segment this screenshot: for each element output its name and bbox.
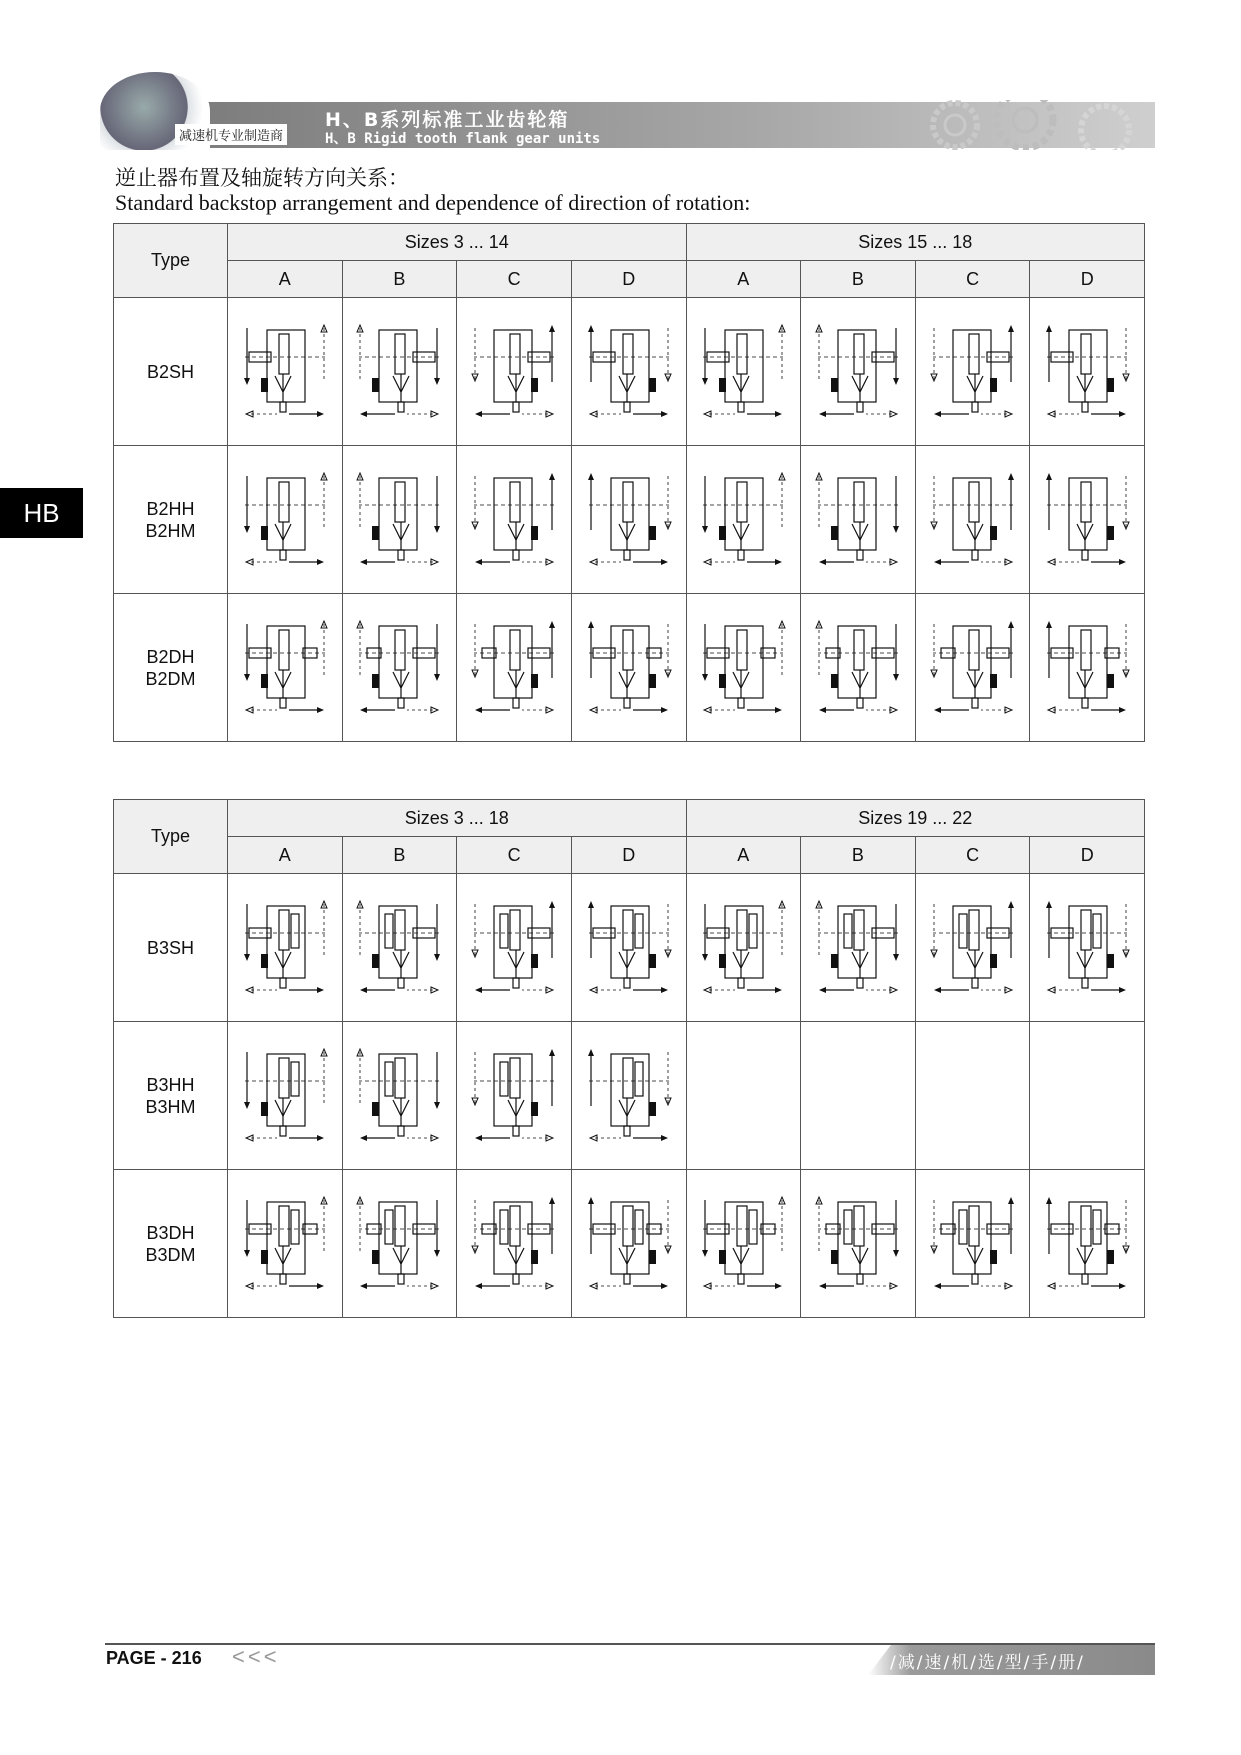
gear-unit-diagram-icon [235, 608, 335, 728]
gear-unit-diagram-icon [235, 460, 335, 580]
diagram-cell [801, 446, 916, 594]
column-header: D [571, 837, 686, 874]
row-type-line: B3DH [146, 1222, 195, 1243]
diagram-cell [342, 298, 457, 446]
row-type-line: B2DM [145, 668, 196, 689]
diagram-cell [1030, 1170, 1145, 1318]
gear-unit-diagram-icon [808, 312, 908, 432]
footer-right-text: /减/速/机/选/型/手/册/ [890, 1653, 1085, 1673]
column-header: B [342, 261, 457, 298]
diagram-cell [457, 874, 572, 1022]
column-header: B [801, 261, 916, 298]
column-header: C [457, 837, 572, 874]
column-header: B [801, 837, 916, 874]
column-header: D [1030, 837, 1145, 874]
table-row [114, 874, 1145, 1022]
row-type-line: B2DH [146, 646, 195, 667]
diagram-cell [686, 874, 801, 1022]
diagram-cell [571, 1022, 686, 1170]
gear-unit-diagram-icon [579, 312, 679, 432]
diagram-cell [571, 594, 686, 742]
row-type-label [114, 1022, 228, 1170]
diagram-cell [1030, 874, 1145, 1022]
row-type-label [114, 874, 228, 1022]
gear-unit-diagram-icon [923, 460, 1023, 580]
column-header: A [686, 837, 801, 874]
diagram-cell [228, 874, 343, 1022]
gear-unit-diagram-icon [235, 1184, 335, 1304]
diagram-cell [1030, 594, 1145, 742]
diagram-cell [228, 594, 343, 742]
diagram-cell [915, 446, 1030, 594]
gear-unit-diagram-icon [1037, 608, 1137, 728]
row-type-line: B3DM [145, 1244, 196, 1265]
gear-unit-diagram-icon [923, 608, 1023, 728]
gear-unit-diagram-icon [464, 312, 564, 432]
gear-unit-diagram-icon [693, 460, 793, 580]
gears-decoration-icon [915, 100, 1155, 150]
type-header: Type [114, 800, 228, 874]
header-title-en: H、B Rigid tooth flank gear units [325, 131, 601, 147]
diagram-cell [915, 874, 1030, 1022]
gear-unit-diagram-icon [464, 1184, 564, 1304]
gear-unit-diagram-icon [464, 1036, 564, 1156]
diagram-cell [457, 594, 572, 742]
page-header [100, 72, 1155, 152]
row-type-line: B2HM [145, 520, 196, 541]
gear-unit-diagram-icon [808, 460, 908, 580]
diagram-cell [915, 1170, 1030, 1318]
empty-cell [686, 1022, 801, 1170]
diagram-cell [457, 1022, 572, 1170]
column-header: D [1030, 261, 1145, 298]
column-header: B [342, 837, 457, 874]
gear-unit-diagram-icon [235, 888, 335, 1008]
row-type-line: B2SH [146, 361, 195, 382]
diagram-cell [228, 1170, 343, 1318]
column-header: A [228, 837, 343, 874]
empty-cell [915, 1022, 1030, 1170]
heading-cn: 逆止器布置及轴旋转方向关系： [115, 166, 409, 190]
diagram-cell [686, 446, 801, 594]
maker-tag: 减速机专业制造商 [175, 124, 287, 145]
diagram-cell [1030, 298, 1145, 446]
gear-unit-diagram-icon [693, 608, 793, 728]
size-group-header: Sizes 19 ... 22 [686, 800, 1145, 837]
diagram-cell [342, 1170, 457, 1318]
gear-unit-diagram-icon [464, 460, 564, 580]
diagram-cell [342, 594, 457, 742]
gear-unit-diagram-icon [464, 888, 564, 1008]
diagram-cell [915, 298, 1030, 446]
size-group-header: Sizes 3 ... 18 [228, 800, 687, 837]
diagram-cell [686, 1170, 801, 1318]
gear-unit-diagram-icon [808, 608, 908, 728]
row-type-line: B2HH [146, 498, 195, 519]
gear-unit-diagram-icon [693, 1184, 793, 1304]
column-header: C [915, 261, 1030, 298]
backstop-table-three-stage [113, 799, 1145, 1318]
backstop-table-two-stage [113, 223, 1145, 742]
gear-unit-diagram-icon [349, 460, 449, 580]
diagram-cell [571, 446, 686, 594]
page-number: PAGE - 216 [106, 1648, 202, 1668]
gear-unit-diagram-icon [349, 888, 449, 1008]
table-row [114, 1170, 1145, 1318]
gear-unit-diagram-icon [579, 460, 679, 580]
diagram-cell [801, 874, 916, 1022]
type-header: Type [114, 224, 228, 298]
diagram-cell [686, 298, 801, 446]
row-type-line: B3HH [146, 1074, 195, 1095]
column-header: A [686, 261, 801, 298]
gear-unit-diagram-icon [923, 312, 1023, 432]
diagram-cell [915, 594, 1030, 742]
gear-unit-diagram-icon [1037, 312, 1137, 432]
gear-unit-diagram-icon [235, 1036, 335, 1156]
gear-unit-diagram-icon [808, 1184, 908, 1304]
diagram-cell [571, 874, 686, 1022]
diagram-cell [801, 594, 916, 742]
gear-unit-diagram-icon [1037, 460, 1137, 580]
row-type-label [114, 298, 228, 446]
column-header: C [915, 837, 1030, 874]
row-type-line: B3SH [146, 937, 195, 958]
page-arrows: <<< [232, 1644, 280, 1669]
empty-cell [801, 1022, 916, 1170]
size-group-header: Sizes 3 ... 14 [228, 224, 687, 261]
gear-unit-diagram-icon [349, 1184, 449, 1304]
gear-unit-diagram-icon [349, 312, 449, 432]
gear-unit-diagram-icon [1037, 888, 1137, 1008]
diagram-cell [1030, 446, 1145, 594]
diagram-cell [228, 446, 343, 594]
diagram-cell [342, 874, 457, 1022]
gear-unit-diagram-icon [579, 1184, 679, 1304]
gear-unit-diagram-icon [693, 312, 793, 432]
gear-unit-diagram-icon [579, 1036, 679, 1156]
table-row [114, 1022, 1145, 1170]
side-tab: HB [0, 488, 83, 538]
row-type-label [114, 594, 228, 742]
gear-unit-diagram-icon [349, 1036, 449, 1156]
table-row [114, 298, 1145, 446]
diagram-cell [801, 298, 916, 446]
diagram-cell [801, 1170, 916, 1318]
diagram-cell [342, 446, 457, 594]
column-header: A [228, 261, 343, 298]
diagram-cell [457, 446, 572, 594]
gear-unit-diagram-icon [579, 608, 679, 728]
diagram-cell [457, 1170, 572, 1318]
table-row [114, 446, 1145, 594]
size-group-header: Sizes 15 ... 18 [686, 224, 1145, 261]
diagram-cell [571, 298, 686, 446]
gear-unit-diagram-icon [235, 312, 335, 432]
header-title-cn: H、B系列标准工业齿轮箱 [325, 109, 570, 131]
row-type-label [114, 1170, 228, 1318]
gear-unit-diagram-icon [464, 608, 564, 728]
diagram-cell [686, 594, 801, 742]
diagram-cell [457, 298, 572, 446]
empty-cell [1030, 1022, 1145, 1170]
gear-unit-diagram-icon [923, 888, 1023, 1008]
column-header: D [571, 261, 686, 298]
column-header: C [457, 261, 572, 298]
gear-unit-diagram-icon [693, 888, 793, 1008]
gear-unit-diagram-icon [349, 608, 449, 728]
gear-unit-diagram-icon [808, 888, 908, 1008]
row-type-label [114, 446, 228, 594]
diagram-cell [228, 1022, 343, 1170]
gear-unit-diagram-icon [923, 1184, 1023, 1304]
diagram-cell [342, 1022, 457, 1170]
diagram-cell [571, 1170, 686, 1318]
row-type-line: B3HM [145, 1096, 196, 1117]
diagram-cell [228, 298, 343, 446]
gear-unit-diagram-icon [579, 888, 679, 1008]
heading-en: Standard backstop arrangement and dependence of direction of rotation: [115, 190, 751, 215]
table-row [114, 594, 1145, 742]
gear-unit-diagram-icon [1037, 1184, 1137, 1304]
